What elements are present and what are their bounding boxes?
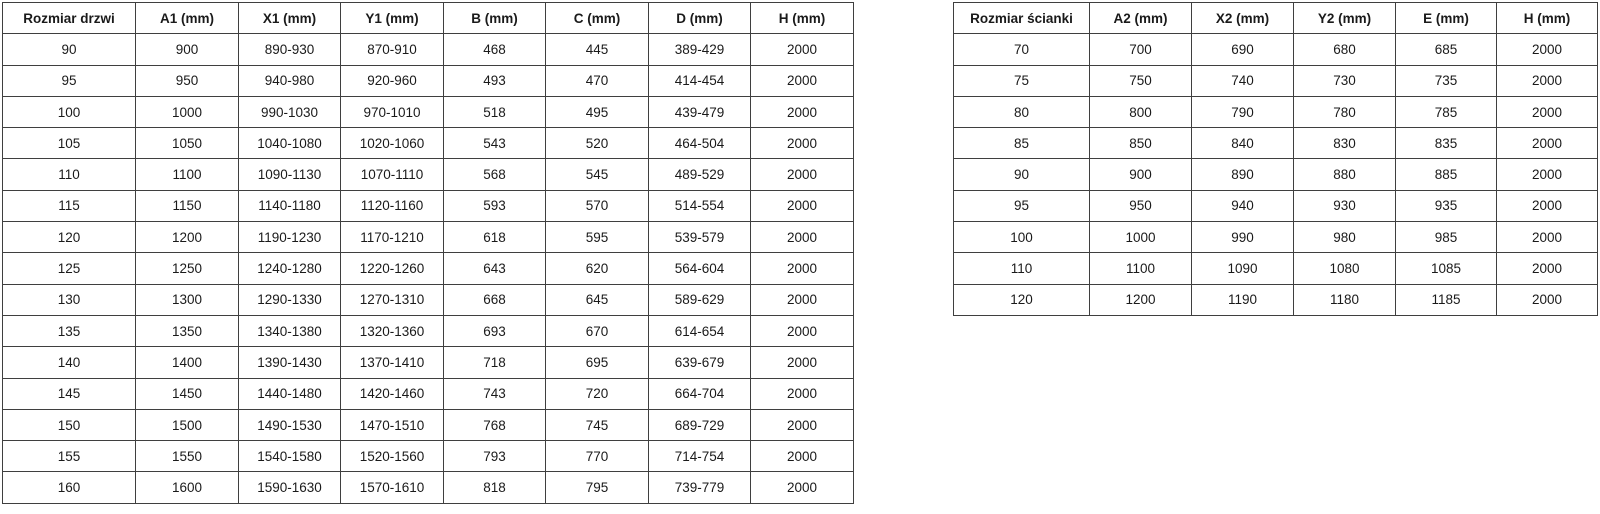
table-cell: 1170-1210 xyxy=(341,222,444,253)
table-cell: 1085 xyxy=(1396,253,1497,284)
table-cell: 489-529 xyxy=(649,159,751,190)
table-cell: 735 xyxy=(1396,65,1497,96)
table-row xyxy=(3,65,854,96)
table-cell: 2000 xyxy=(751,34,854,65)
table-cell: 514-554 xyxy=(649,190,751,221)
table-cell: 125 xyxy=(3,253,136,284)
table-cell: 745 xyxy=(546,409,649,440)
table-cell: 1590-1630 xyxy=(239,472,341,503)
table-cell: 1150 xyxy=(136,190,239,221)
table-cell: 800 xyxy=(1090,96,1192,127)
table-cell: 1250 xyxy=(136,253,239,284)
column-header: Y1 (mm) xyxy=(341,3,444,34)
table-cell: 695 xyxy=(546,347,649,378)
table-row xyxy=(3,222,854,253)
table-cell: 145 xyxy=(3,378,136,409)
column-header: Rozmiar drzwi xyxy=(3,3,136,34)
table-cell: 1550 xyxy=(136,441,239,472)
table-row xyxy=(954,34,1598,65)
table-cell: 790 xyxy=(1192,96,1294,127)
table-cell: 2000 xyxy=(751,441,854,472)
table-cell: 1500 xyxy=(136,409,239,440)
table-cell: 1320-1360 xyxy=(341,315,444,346)
table-cell: 900 xyxy=(1090,159,1192,190)
table-cell: 1600 xyxy=(136,472,239,503)
table-row xyxy=(954,96,1598,127)
table-cell: 700 xyxy=(1090,34,1192,65)
table-cell: 1520-1560 xyxy=(341,441,444,472)
table-cell: 793 xyxy=(444,441,546,472)
table-cell: 880 xyxy=(1294,159,1396,190)
table-cell: 1200 xyxy=(136,222,239,253)
table-cell: 120 xyxy=(3,222,136,253)
table-cell: 643 xyxy=(444,253,546,284)
table-cell: 818 xyxy=(444,472,546,503)
header-row xyxy=(954,3,1598,34)
table-cell: 1350 xyxy=(136,315,239,346)
table-cell: 1470-1510 xyxy=(341,409,444,440)
table-cell: 470 xyxy=(546,65,649,96)
table-cell: 1100 xyxy=(1090,253,1192,284)
table-cell: 2000 xyxy=(751,65,854,96)
table-cell: 135 xyxy=(3,315,136,346)
table-cell: 539-579 xyxy=(649,222,751,253)
table-cell: 850 xyxy=(1090,128,1192,159)
table-cell: 1180 xyxy=(1294,284,1396,315)
table-row xyxy=(954,190,1598,221)
table-cell: 140 xyxy=(3,347,136,378)
table-cell: 1090 xyxy=(1192,253,1294,284)
table-cell: 950 xyxy=(136,65,239,96)
table-cell: 920-960 xyxy=(341,65,444,96)
table-cell: 468 xyxy=(444,34,546,65)
table-cell: 2000 xyxy=(751,222,854,253)
column-header: Y2 (mm) xyxy=(1294,3,1396,34)
table-row xyxy=(3,128,854,159)
table-cell: 620 xyxy=(546,253,649,284)
table-cell: 785 xyxy=(1396,96,1497,127)
table-cell: 890-930 xyxy=(239,34,341,65)
table-row xyxy=(3,409,854,440)
table-cell: 543 xyxy=(444,128,546,159)
table-cell: 664-704 xyxy=(649,378,751,409)
wall-size-table xyxy=(953,2,1598,316)
table-cell: 593 xyxy=(444,190,546,221)
table-cell: 2000 xyxy=(751,409,854,440)
table-cell: 780 xyxy=(1294,96,1396,127)
table-cell: 90 xyxy=(954,159,1090,190)
table-cell: 545 xyxy=(546,159,649,190)
table-cell: 685 xyxy=(1396,34,1497,65)
table-cell: 1490-1530 xyxy=(239,409,341,440)
table-cell: 2000 xyxy=(1497,190,1598,221)
table-cell: 1400 xyxy=(136,347,239,378)
table-cell: 95 xyxy=(954,190,1090,221)
table-cell: 1140-1180 xyxy=(239,190,341,221)
column-header: X1 (mm) xyxy=(239,3,341,34)
table-cell: 155 xyxy=(3,441,136,472)
table-row xyxy=(3,441,854,472)
table-row xyxy=(954,159,1598,190)
table-cell: 690 xyxy=(1192,34,1294,65)
table-cell: 160 xyxy=(3,472,136,503)
table-cell: 830 xyxy=(1294,128,1396,159)
table-row xyxy=(954,284,1598,315)
table-cell: 1200 xyxy=(1090,284,1192,315)
table-cell: 739-779 xyxy=(649,472,751,503)
table-cell: 990-1030 xyxy=(239,96,341,127)
table-cell: 570 xyxy=(546,190,649,221)
table-cell: 835 xyxy=(1396,128,1497,159)
table-cell: 730 xyxy=(1294,65,1396,96)
table-cell: 518 xyxy=(444,96,546,127)
table-cell: 110 xyxy=(3,159,136,190)
door-size-table xyxy=(2,2,854,504)
table-cell: 2000 xyxy=(751,315,854,346)
table-cell: 980 xyxy=(1294,222,1396,253)
column-header: A2 (mm) xyxy=(1090,3,1192,34)
table-cell: 130 xyxy=(3,284,136,315)
column-header: H (mm) xyxy=(751,3,854,34)
table-cell: 720 xyxy=(546,378,649,409)
table-cell: 439-479 xyxy=(649,96,751,127)
table-cell: 870-910 xyxy=(341,34,444,65)
table-cell: 795 xyxy=(546,472,649,503)
table-cell: 990 xyxy=(1192,222,1294,253)
table-cell: 618 xyxy=(444,222,546,253)
table-cell: 115 xyxy=(3,190,136,221)
table-cell: 589-629 xyxy=(649,284,751,315)
column-header: B (mm) xyxy=(444,3,546,34)
table-cell: 75 xyxy=(954,65,1090,96)
table-cell: 935 xyxy=(1396,190,1497,221)
table-cell: 2000 xyxy=(1497,128,1598,159)
table-cell: 1190-1230 xyxy=(239,222,341,253)
column-header: H (mm) xyxy=(1497,3,1598,34)
table-cell: 930 xyxy=(1294,190,1396,221)
table-cell: 670 xyxy=(546,315,649,346)
table-row xyxy=(3,315,854,346)
table-cell: 668 xyxy=(444,284,546,315)
table-cell: 2000 xyxy=(1497,222,1598,253)
table-cell: 885 xyxy=(1396,159,1497,190)
table-cell: 150 xyxy=(3,409,136,440)
table-cell: 614-654 xyxy=(649,315,751,346)
table-cell: 493 xyxy=(444,65,546,96)
table-cell: 689-729 xyxy=(649,409,751,440)
table-cell: 950 xyxy=(1090,190,1192,221)
table-cell: 80 xyxy=(954,96,1090,127)
table-cell: 2000 xyxy=(751,347,854,378)
table-cell: 645 xyxy=(546,284,649,315)
table-cell: 718 xyxy=(444,347,546,378)
table-cell: 714-754 xyxy=(649,441,751,472)
table-cell: 890 xyxy=(1192,159,1294,190)
table-cell: 2000 xyxy=(751,378,854,409)
table-cell: 1090-1130 xyxy=(239,159,341,190)
table-cell: 639-679 xyxy=(649,347,751,378)
table-row xyxy=(3,378,854,409)
table-cell: 1420-1460 xyxy=(341,378,444,409)
column-header: D (mm) xyxy=(649,3,751,34)
column-header: C (mm) xyxy=(546,3,649,34)
table-cell: 414-454 xyxy=(649,65,751,96)
table-cell: 1220-1260 xyxy=(341,253,444,284)
table-cell: 740 xyxy=(1192,65,1294,96)
table-cell: 1390-1430 xyxy=(239,347,341,378)
table-cell: 445 xyxy=(546,34,649,65)
table-cell: 2000 xyxy=(1497,253,1598,284)
table-cell: 568 xyxy=(444,159,546,190)
table-row xyxy=(3,96,854,127)
table-row xyxy=(3,253,854,284)
table-cell: 768 xyxy=(444,409,546,440)
table-cell: 900 xyxy=(136,34,239,65)
table-row xyxy=(3,284,854,315)
table-cell: 495 xyxy=(546,96,649,127)
table-cell: 2000 xyxy=(1497,159,1598,190)
table-cell: 464-504 xyxy=(649,128,751,159)
table-cell: 1340-1380 xyxy=(239,315,341,346)
table-cell: 1120-1160 xyxy=(341,190,444,221)
header-row xyxy=(3,3,854,34)
table-cell: 1450 xyxy=(136,378,239,409)
column-header: E (mm) xyxy=(1396,3,1497,34)
table-row xyxy=(954,222,1598,253)
table-cell: 2000 xyxy=(751,472,854,503)
table-cell: 1290-1330 xyxy=(239,284,341,315)
column-header: Rozmiar ścianki xyxy=(954,3,1090,34)
table-row xyxy=(3,190,854,221)
table-cell: 940 xyxy=(1192,190,1294,221)
table-cell: 100 xyxy=(954,222,1090,253)
table-cell: 1190 xyxy=(1192,284,1294,315)
table-row xyxy=(954,128,1598,159)
column-header: A1 (mm) xyxy=(136,3,239,34)
table-cell: 95 xyxy=(3,65,136,96)
table-cell: 2000 xyxy=(1497,34,1598,65)
table-row xyxy=(954,65,1598,96)
table-cell: 1040-1080 xyxy=(239,128,341,159)
table-cell: 90 xyxy=(3,34,136,65)
table-cell: 985 xyxy=(1396,222,1497,253)
table-cell: 2000 xyxy=(1497,65,1598,96)
table-row xyxy=(954,253,1598,284)
table-row xyxy=(3,34,854,65)
table-row xyxy=(3,347,854,378)
table-row xyxy=(3,159,854,190)
table-cell: 1185 xyxy=(1396,284,1497,315)
table-cell: 2000 xyxy=(751,190,854,221)
table-cell: 2000 xyxy=(751,159,854,190)
table-cell: 520 xyxy=(546,128,649,159)
table-cell: 1570-1610 xyxy=(341,472,444,503)
table-cell: 1300 xyxy=(136,284,239,315)
table-cell: 1070-1110 xyxy=(341,159,444,190)
table-cell: 595 xyxy=(546,222,649,253)
table-cell: 1240-1280 xyxy=(239,253,341,284)
table-cell: 2000 xyxy=(751,128,854,159)
table-cell: 840 xyxy=(1192,128,1294,159)
column-header: X2 (mm) xyxy=(1192,3,1294,34)
table-cell: 940-980 xyxy=(239,65,341,96)
table-row xyxy=(3,472,854,503)
table-cell: 1370-1410 xyxy=(341,347,444,378)
table-cell: 110 xyxy=(954,253,1090,284)
table-cell: 2000 xyxy=(751,284,854,315)
table-cell: 1080 xyxy=(1294,253,1396,284)
table-cell: 1000 xyxy=(136,96,239,127)
table-cell: 770 xyxy=(546,441,649,472)
table-cell: 970-1010 xyxy=(341,96,444,127)
table-cell: 389-429 xyxy=(649,34,751,65)
table-cell: 1440-1480 xyxy=(239,378,341,409)
table-cell: 1000 xyxy=(1090,222,1192,253)
table-cell: 120 xyxy=(954,284,1090,315)
table-cell: 1100 xyxy=(136,159,239,190)
table-cell: 693 xyxy=(444,315,546,346)
table-cell: 2000 xyxy=(1497,96,1598,127)
table-cell: 2000 xyxy=(1497,284,1598,315)
table-cell: 750 xyxy=(1090,65,1192,96)
table-cell: 85 xyxy=(954,128,1090,159)
table-cell: 2000 xyxy=(751,253,854,284)
table-cell: 1540-1580 xyxy=(239,441,341,472)
table-cell: 2000 xyxy=(751,96,854,127)
table-cell: 100 xyxy=(3,96,136,127)
table-cell: 1270-1310 xyxy=(341,284,444,315)
table-cell: 1050 xyxy=(136,128,239,159)
table-cell: 105 xyxy=(3,128,136,159)
table-cell: 680 xyxy=(1294,34,1396,65)
table-cell: 70 xyxy=(954,34,1090,65)
table-cell: 743 xyxy=(444,378,546,409)
table-cell: 1020-1060 xyxy=(341,128,444,159)
table-cell: 564-604 xyxy=(649,253,751,284)
